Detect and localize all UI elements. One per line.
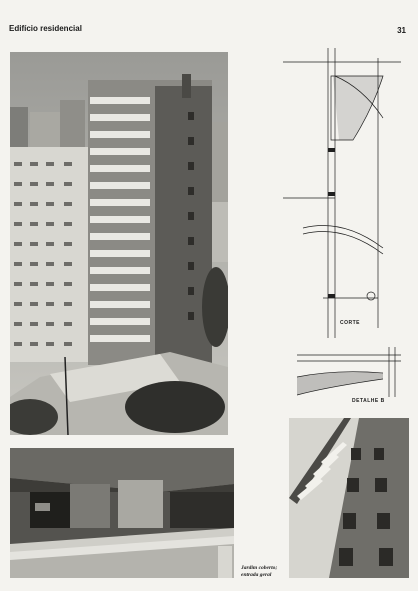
page-header-title: Edifício residencial: [9, 24, 82, 33]
detail-drawing: [297, 347, 401, 405]
covered-garden-photograph: [10, 448, 234, 578]
page-number: 31: [397, 26, 406, 35]
facade-detail-photograph: [289, 418, 409, 578]
section-drawing: [283, 48, 401, 338]
section-drawing-label: CORTE: [340, 320, 360, 326]
tower-photograph: [10, 52, 228, 435]
photo-caption: [241, 565, 287, 579]
caption-line-1: Jardim coberto;: [241, 565, 278, 571]
detail-drawing-label: DETALHE B: [352, 398, 385, 404]
caption-line-2: entrada geral: [241, 572, 272, 578]
